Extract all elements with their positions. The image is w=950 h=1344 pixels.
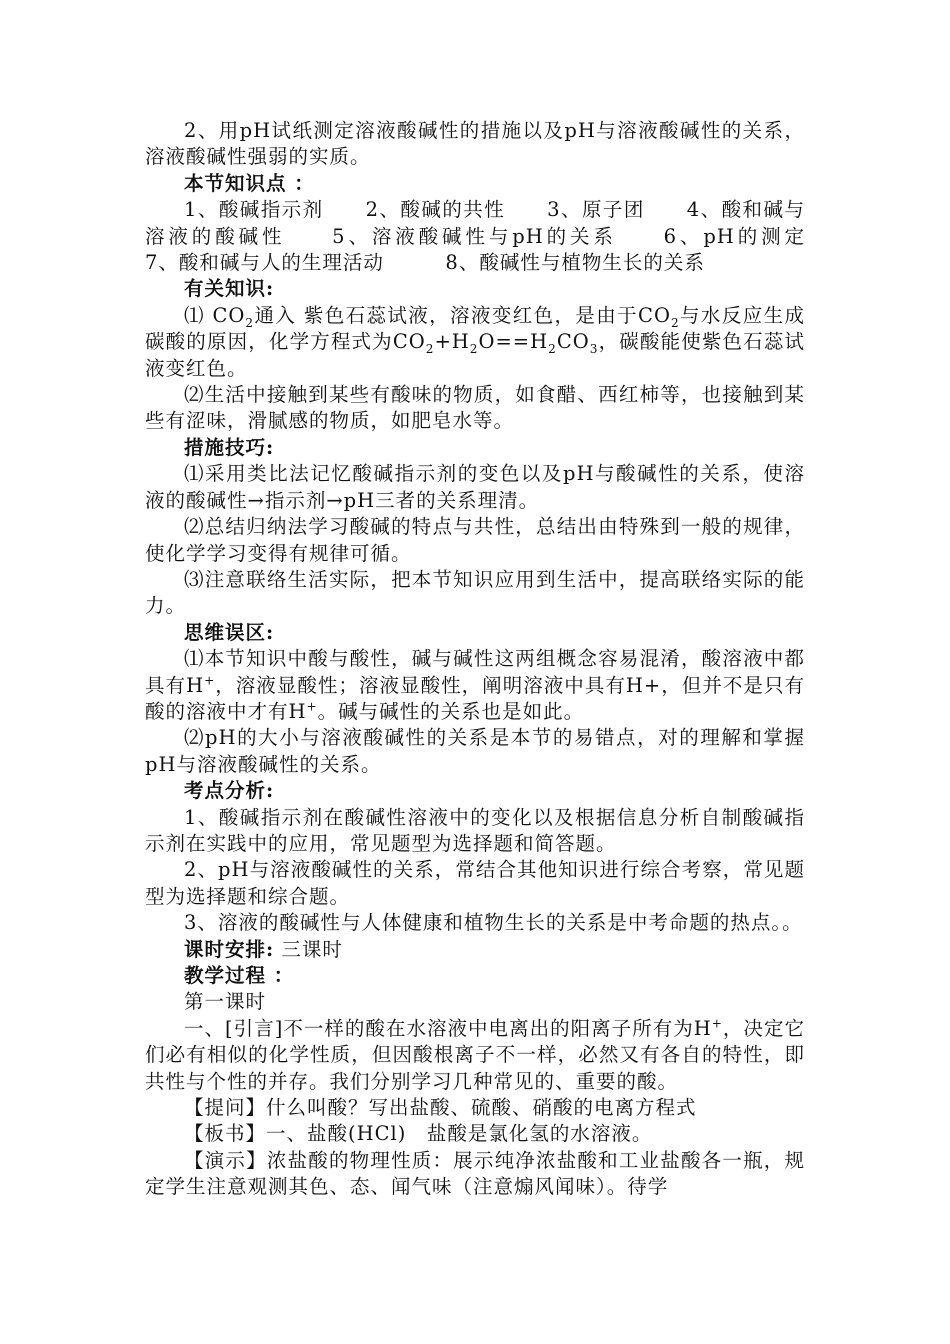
exam-analysis-heading: 考点分析:: [184, 779, 275, 803]
document-body: [145, 118, 867, 1201]
misconceptions-item-1: ⑴本节知识中酸与酸性，碱与碱性这两组概念容易混淆，酸溶液中都具有H+，溶液显酸性；溶液显酸性，阐明溶液中具有H+，但并不是只有酸的溶液中才有H+。碱与碱性的关系也是如此。: [145, 647, 805, 723]
exam-analysis-item-2: 2、pH与溶液酸碱性的关系，常结合其他知识进行综合考察，常见题型为选择题和综合题。: [145, 858, 805, 908]
schedule-value: 三课时: [274, 937, 343, 961]
related-knowledge-item-2: ⑵生活中接触到某些有酸味的物质，如食醋、西红柿等，也接触到某些有涩味，滑腻感的物质，如肥皂水等。: [145, 383, 805, 433]
intro-paragraph: 2、用pH试纸测定溶液酸碱性的措施以及pH与溶液酸碱性的关系，溶液酸碱性强弱的实质。: [145, 119, 805, 169]
techniques-heading: 措施技巧:: [184, 435, 275, 459]
exam-analysis-item-1: 1、酸碱指示剂在酸碱性溶液中的变化以及根据信息分析自制酸碱指示剂在实践中的应用，常见题型为选择题和简答题。: [145, 805, 805, 855]
process-heading: 教学过程 ：: [184, 964, 295, 987]
techniques-item-1: ⑴采用类比法记忆酸碱指示剂的变色以及pH与酸碱性的关系，使溶液的酸碱性→指示剂→pH三者的关系理清。: [145, 462, 805, 512]
schedule-line: [145, 937, 805, 963]
process-intro-paragraph: 一、[引言]不一样的酸在水溶液中电离出的阳离子所有为H+，决定它们必有相似的化学性质，但因酸根离子不一样，必然又有各自的特性，即共性与个性的并存。我们分别学习几种常见的、重要的酸。: [145, 1016, 805, 1093]
techniques-item-2: ⑵总结归纳法学习酸碱的特点与共性，总结出由特殊到一般的规律，使化学学习变得有规律可循。: [145, 515, 805, 565]
process-demo: 【演示】浓盐酸的物理性质：展示纯净浓盐酸和工业盐酸各一瓶，规定学生注意观测其色、态、闻气味（注意煽风闻味）。待学: [145, 1148, 805, 1199]
process-board: 【板书】一、盐酸(HCl) 盐酸是氯化氢的水溶液。: [184, 1122, 653, 1146]
related-knowledge-item-1: ⑴ $CO_2$通入 紫色石蕊试液，溶液变红色，是由于$CO_2$与水反应生成碳酸的原因，化学方程式为$CO_2+H_2O==H_2CO_3$，碳酸能使紫色石蕊试液变红色。: [145, 303, 805, 380]
knowledge-points-heading: 本节知识点 ：: [184, 171, 315, 195]
process-question: 【提问】什么叫酸？写出盐酸、硫酸、硝酸的电离方程式: [184, 1096, 697, 1120]
misconceptions-heading: 思维误区:: [184, 620, 275, 644]
techniques-item-3: ⑶注意联络生活实际，把本节知识应用到生活中，提高联络实际的能力。: [145, 567, 805, 618]
exam-analysis-item-3: 3、溶液的酸碱性与人体健康和植物生长的关系是中考命题的热点。。: [184, 911, 803, 935]
related-knowledge-heading: 有关知识:: [184, 277, 275, 301]
misconceptions-item-2: ⑵pH的大小与溶液酸碱性的关系是本节的易错点，对的理解和掌握pH与溶液酸碱性的关系。: [145, 726, 805, 776]
schedule-label: 课时安排:: [184, 937, 275, 961]
knowledge-points-list: 1、酸碱指示剂 2、酸碱的共性 3、原子团 4、酸和碱与溶液的酸碱性 5、溶液酸碱性与pH的关系 6、pH的测定 7、酸和碱与人的生理活动 8、酸碱性与植物生长的关系: [145, 198, 867, 275]
first-lesson-label: 第一课时: [184, 990, 267, 1014]
